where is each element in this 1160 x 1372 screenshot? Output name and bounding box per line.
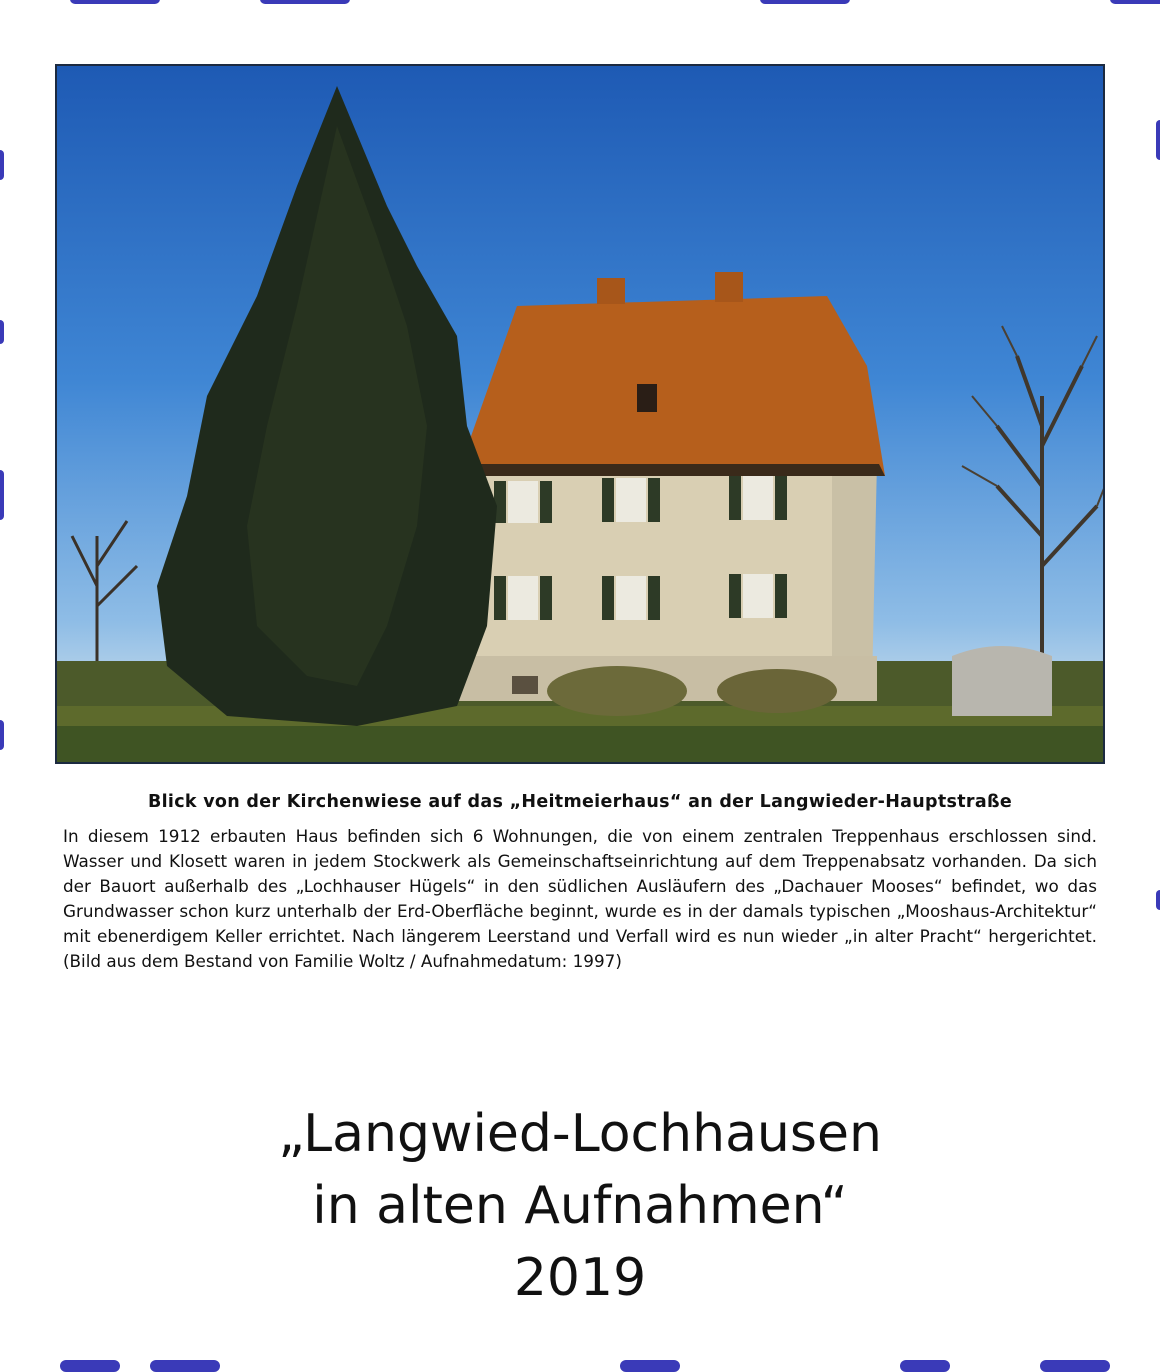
- bush: [547, 666, 687, 716]
- house-photo: [55, 64, 1105, 764]
- binding-mark: [620, 1360, 680, 1372]
- binding-mark: [0, 150, 4, 180]
- photo-caption-body: In diesem 1912 erbauten Haus befinden sich 6 Wohnungen, die von einem zentralen Treppenhaus erschlossen sind. Wasser und Klosett waren in jedem Stockwerk als Gemeinschaftseinrichtung auf dem Treppenabsatz vorhanden. Da sich der Bauort außerhalb des „Lochhauser Hügels“ in den südlichen Ausläufern des „Dachauer Mooses“ befindet, wo das Grundwasser schon kurz unterhalb der Erd-Oberfläche beginnt, wurde es in der damals typischen „Mooshaus-Architektur“ mit ebenerdigem Keller errichtet. Nach längerem Leerstand und Verfall wird es nun wieder „in alter Pracht“ hergerichtet. (Bild aus dem Bestand von Familie Woltz / Aufnahmedatum: 1997): [63, 826, 1097, 971]
- binding-mark: [1040, 1360, 1110, 1372]
- binding-mark: [150, 1360, 220, 1372]
- binding-mark: [1156, 120, 1160, 160]
- dormer-window: [637, 384, 657, 412]
- roof: [457, 296, 885, 476]
- windows-upper-row: [494, 476, 787, 523]
- chimney: [715, 272, 743, 302]
- calendar-title-year: 2019: [513, 1248, 647, 1308]
- calendar-title: [0, 1098, 1160, 1314]
- roof-eave: [457, 464, 885, 476]
- binding-mark: [260, 0, 350, 4]
- binding-mark: [0, 320, 4, 344]
- bush: [717, 669, 837, 713]
- house-photo-illustration: [57, 66, 1105, 764]
- binding-mark: [60, 1360, 120, 1372]
- chimney: [597, 278, 625, 304]
- calendar-title-line-2: in alten Aufnahmen“: [312, 1176, 848, 1236]
- garden-shed: [952, 646, 1052, 716]
- binding-mark: [70, 0, 160, 4]
- binding-mark: [1156, 890, 1160, 910]
- calendar-title-line-1: „Langwied-Lochhausen: [278, 1104, 882, 1164]
- binding-mark: [760, 0, 850, 4]
- binding-mark: [0, 720, 4, 750]
- grass-foreground: [57, 726, 1105, 764]
- binding-mark: [1110, 0, 1160, 4]
- cellar-window: [512, 676, 538, 694]
- photo-caption-title: Blick von der Kirchenwiese auf das „Heitmeierhaus“ an der Langwieder-Hauptstraße: [147, 792, 1013, 812]
- binding-mark: [0, 470, 4, 520]
- bare-tree-left: [72, 521, 137, 666]
- windows-lower-row: [494, 574, 787, 620]
- bare-tree-right-branches: [962, 326, 1105, 506]
- binding-mark: [900, 1360, 950, 1372]
